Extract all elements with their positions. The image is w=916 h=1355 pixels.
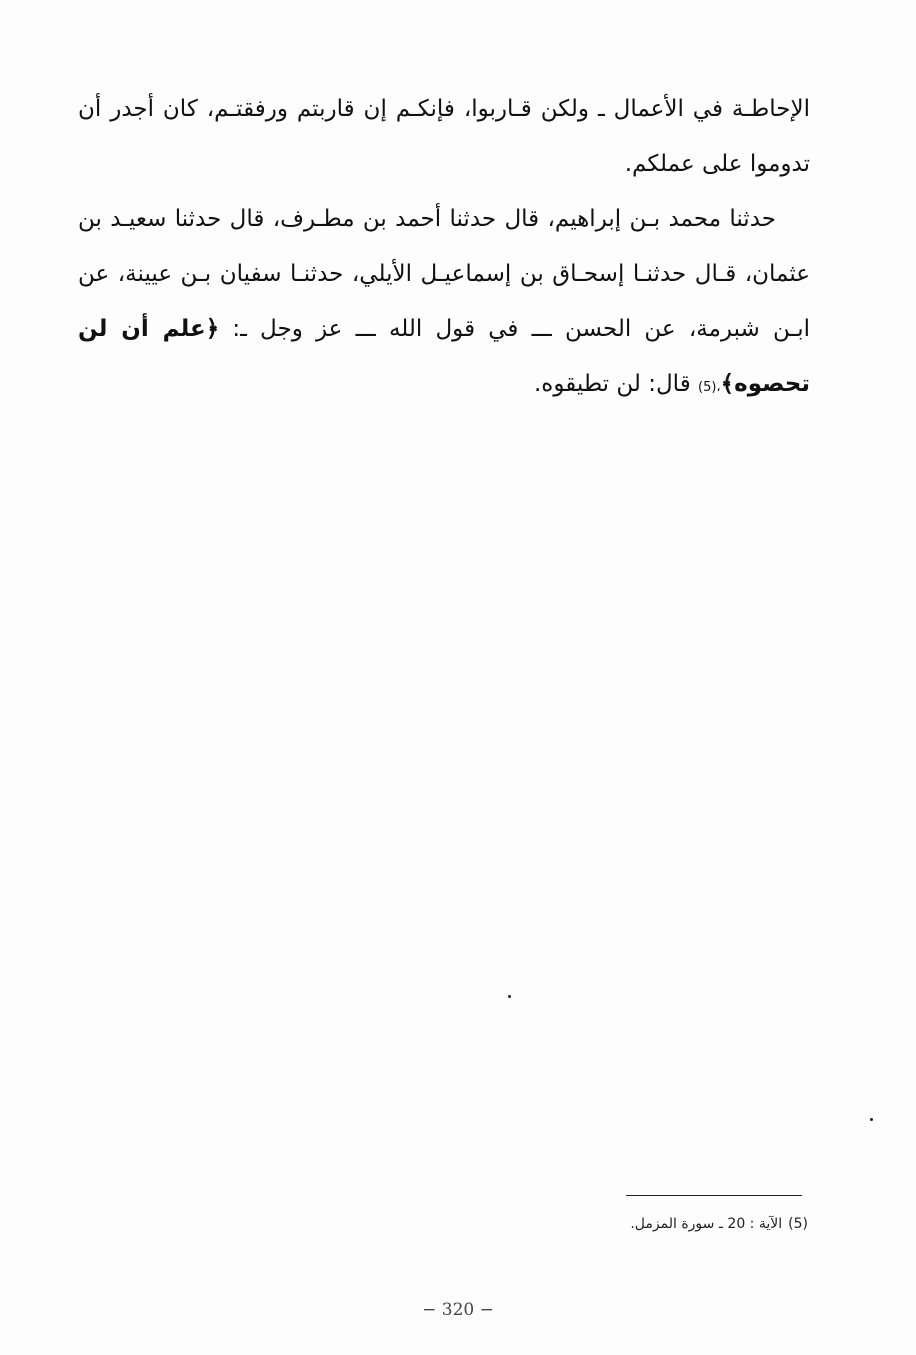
footnote-text: الآية : 20 ـ سورة المزمل. <box>630 1216 783 1232</box>
footnote-divider <box>626 1195 802 1196</box>
footnote-reference: ،(5) <box>698 380 721 395</box>
quran-verse: ﴿علم أن لن تحصوه﴾ <box>78 316 810 397</box>
paragraph-2-ending: قال: لن تطيقوه. <box>534 371 698 397</box>
main-text <box>78 82 810 415</box>
scan-speck <box>870 1118 873 1121</box>
footnote-marker: (5) <box>788 1216 808 1232</box>
paragraph-1: الإحاطـة في الأعمال ـ ولكن قـاربوا، فإنكـم إن قاربتم ورفقتـم، كان أجدر أن تدوموا على عملكم. <box>78 96 810 177</box>
paragraph-2 <box>78 192 810 415</box>
hadith-chain: حدثنا محمد بـن إبراهيم، قال حدثنا أحمد بن مطـرف، قال حدثنا سعيـد بن عثمان، قـال حدثنـا إسحـاق بن إسماعيـل الأيلي، حدثنـا سفيان بـن عيينة، عن ابـن شبرمة، عن الحسن ـــ في قول الله ـــ عز وجل ـ: <box>78 206 811 342</box>
footnote <box>630 1216 808 1232</box>
page-number: − 320 − <box>422 1300 494 1320</box>
scan-speck <box>508 995 511 998</box>
